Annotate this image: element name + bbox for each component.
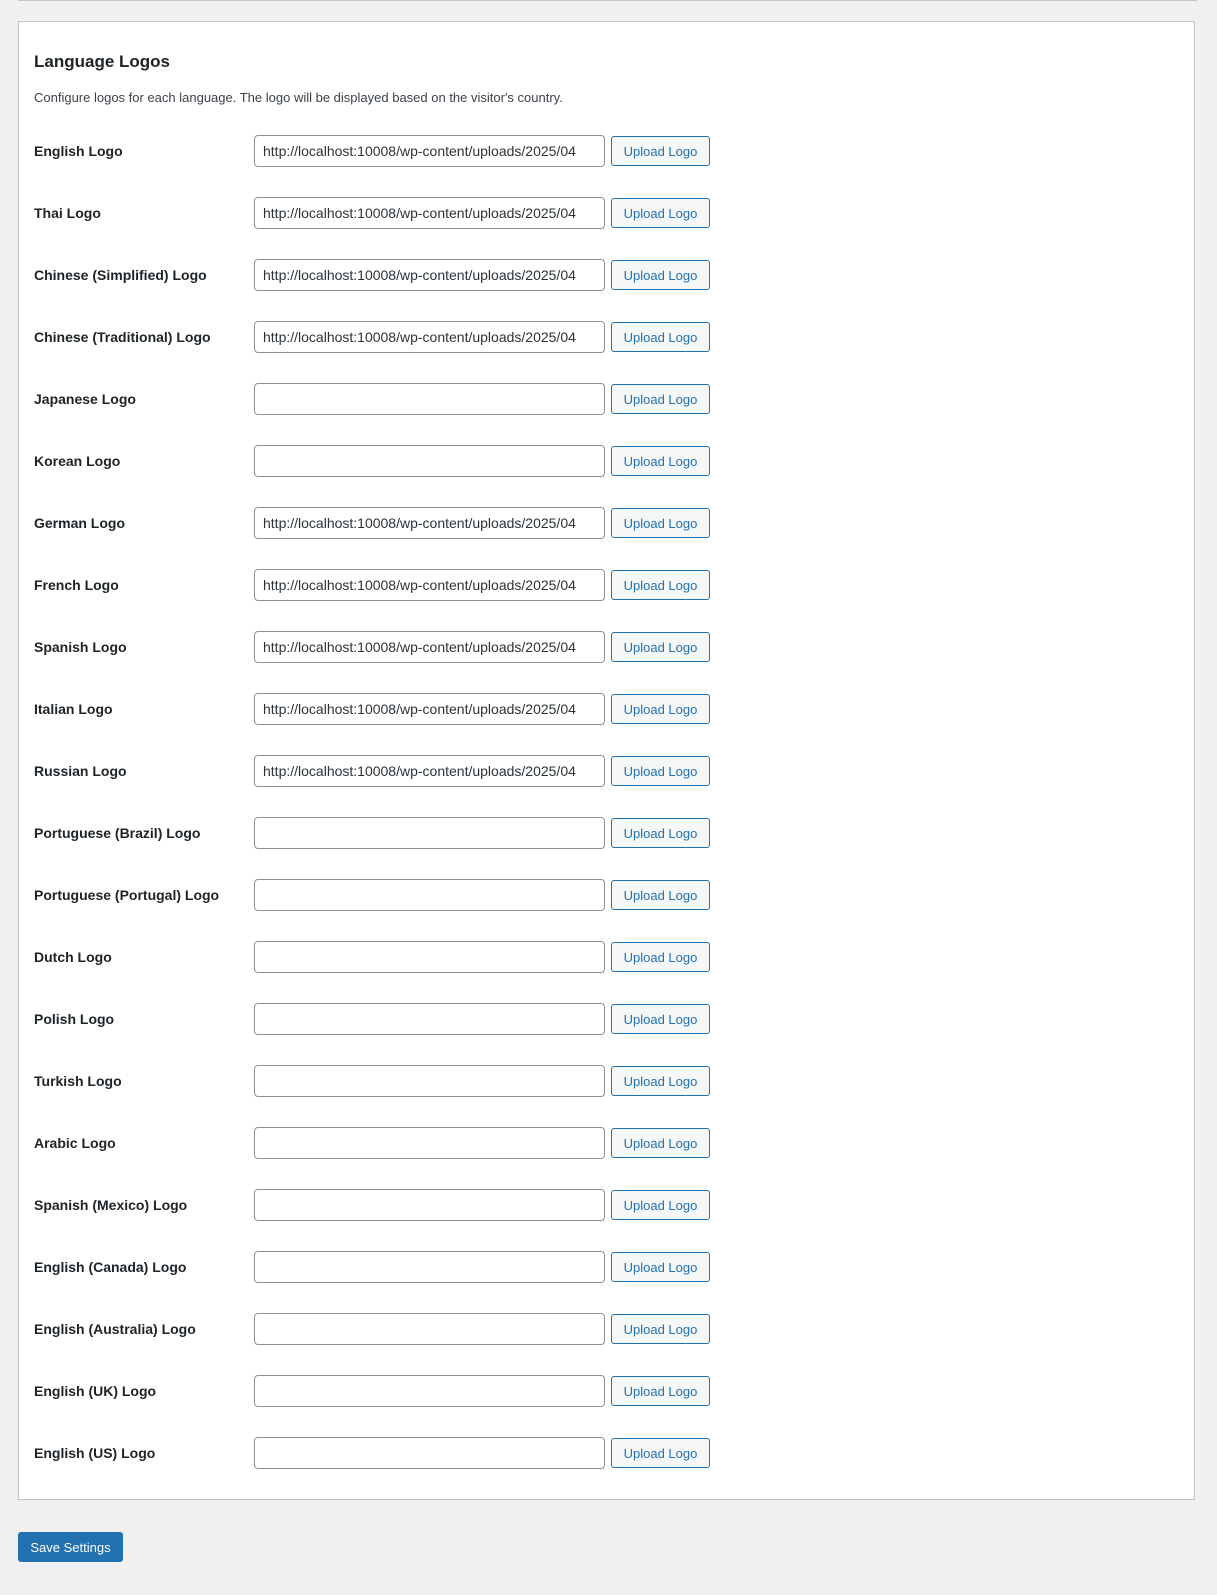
- logo-url-input[interactable]: [254, 1437, 605, 1469]
- upload-logo-button[interactable]: Upload Logo: [611, 198, 710, 228]
- logo-row-japanese-logo: [34, 383, 1174, 445]
- logo-row-label: English Logo: [34, 143, 123, 159]
- logo-url-input[interactable]: [254, 569, 605, 601]
- upload-logo-button[interactable]: Upload Logo: [611, 880, 710, 910]
- logo-row-label: Portuguese (Portugal) Logo: [34, 887, 220, 903]
- logo-row-label: Arabic Logo: [34, 1135, 116, 1151]
- logo-url-input[interactable]: [254, 259, 605, 291]
- upload-logo-button[interactable]: Upload Logo: [611, 1004, 710, 1034]
- logo-row-label: Spanish Logo: [34, 639, 127, 655]
- upload-logo-button[interactable]: Upload Logo: [611, 508, 710, 538]
- logo-row-label: Italian Logo: [34, 701, 113, 717]
- logo-row-english-uk-logo: [34, 1375, 1174, 1437]
- upload-logo-button[interactable]: Upload Logo: [611, 818, 710, 848]
- logo-row-turkish-logo: [34, 1065, 1174, 1127]
- logo-url-input[interactable]: [254, 693, 605, 725]
- logo-row-dutch-logo: [34, 941, 1174, 1003]
- logo-row-label: Korean Logo: [34, 453, 121, 469]
- logo-row-label: Spanish (Mexico) Logo: [34, 1197, 188, 1213]
- upload-logo-button[interactable]: Upload Logo: [611, 1128, 710, 1158]
- logo-url-input[interactable]: [254, 879, 605, 911]
- logo-url-input[interactable]: [254, 1189, 605, 1221]
- logo-url-input[interactable]: [254, 1375, 605, 1407]
- top-divider: [18, 0, 1197, 1]
- logo-url-input[interactable]: [254, 1003, 605, 1035]
- logo-url-input[interactable]: [254, 1127, 605, 1159]
- upload-logo-button[interactable]: Upload Logo: [611, 384, 710, 414]
- logo-row-russian-logo: [34, 755, 1174, 817]
- logo-settings-list: [34, 135, 1174, 1499]
- upload-logo-button[interactable]: Upload Logo: [611, 1376, 710, 1406]
- logo-row-korean-logo: [34, 445, 1174, 507]
- logo-row-label: Thai Logo: [34, 205, 101, 221]
- logo-row-chinese-simplified-logo: [34, 259, 1174, 321]
- logo-url-input[interactable]: [254, 817, 605, 849]
- upload-logo-button[interactable]: Upload Logo: [611, 1314, 710, 1344]
- logo-row-label: English (UK) Logo: [34, 1383, 157, 1399]
- logo-row-label: Polish Logo: [34, 1011, 115, 1027]
- upload-logo-button[interactable]: Upload Logo: [611, 446, 710, 476]
- logo-url-input[interactable]: [254, 755, 605, 787]
- logo-row-french-logo: [34, 569, 1174, 631]
- logo-row-arabic-logo: [34, 1127, 1174, 1189]
- logo-url-input[interactable]: [254, 383, 605, 415]
- logo-row-label: Japanese Logo: [34, 391, 136, 407]
- logo-row-spanish-mexico-logo: [34, 1189, 1174, 1251]
- logo-row-english-us-logo: [34, 1437, 1174, 1499]
- logo-row-label: Chinese (Traditional) Logo: [34, 329, 211, 345]
- logo-row-english-canada-logo: [34, 1251, 1174, 1313]
- logo-url-input[interactable]: [254, 941, 605, 973]
- logo-url-input[interactable]: [254, 1065, 605, 1097]
- save-settings-button[interactable]: Save Settings: [18, 1532, 123, 1562]
- upload-logo-button[interactable]: Upload Logo: [611, 570, 710, 600]
- upload-logo-button[interactable]: Upload Logo: [611, 1066, 710, 1096]
- upload-logo-button[interactable]: Upload Logo: [611, 322, 710, 352]
- logo-row-label: English (US) Logo: [34, 1445, 156, 1461]
- upload-logo-button[interactable]: Upload Logo: [611, 136, 710, 166]
- logo-row-italian-logo: [34, 693, 1174, 755]
- logo-url-input[interactable]: [254, 631, 605, 663]
- logo-url-input[interactable]: [254, 321, 605, 353]
- language-logos-panel: [18, 21, 1195, 1500]
- logo-row-english-logo: [34, 135, 1174, 197]
- logo-row-label: Russian Logo: [34, 763, 127, 779]
- logo-url-input[interactable]: [254, 197, 605, 229]
- panel-description: Configure logos for each language. The logo will be displayed based on the visitor's country.: [34, 90, 563, 105]
- upload-logo-button[interactable]: Upload Logo: [611, 1438, 710, 1468]
- logo-row-portuguese-brazil-logo: [34, 817, 1174, 879]
- logo-url-input[interactable]: [254, 135, 605, 167]
- logo-url-input[interactable]: [254, 507, 605, 539]
- logo-row-label: German Logo: [34, 515, 126, 531]
- logo-row-label: Dutch Logo: [34, 949, 112, 965]
- logo-row-polish-logo: [34, 1003, 1174, 1065]
- upload-logo-button[interactable]: Upload Logo: [611, 694, 710, 724]
- upload-logo-button[interactable]: Upload Logo: [611, 1252, 710, 1282]
- logo-row-label: Portuguese (Brazil) Logo: [34, 825, 201, 841]
- logo-url-input[interactable]: [254, 1313, 605, 1345]
- logo-row-label: Turkish Logo: [34, 1073, 122, 1089]
- upload-logo-button[interactable]: Upload Logo: [611, 942, 710, 972]
- logo-row-label: French Logo: [34, 577, 119, 593]
- upload-logo-button[interactable]: Upload Logo: [611, 260, 710, 290]
- logo-row-german-logo: [34, 507, 1174, 569]
- logo-row-spanish-logo: [34, 631, 1174, 693]
- logo-row-label: English (Australia) Logo: [34, 1321, 196, 1337]
- logo-row-thai-logo: [34, 197, 1174, 259]
- logo-url-input[interactable]: [254, 1251, 605, 1283]
- logo-row-label: Chinese (Simplified) Logo: [34, 267, 207, 283]
- logo-row-label: English (Canada) Logo: [34, 1259, 187, 1275]
- logo-row-portuguese-portugal-logo: [34, 879, 1174, 941]
- logo-url-input[interactable]: [254, 445, 605, 477]
- upload-logo-button[interactable]: Upload Logo: [611, 756, 710, 786]
- panel-title: Language Logos: [34, 52, 170, 71]
- upload-logo-button[interactable]: Upload Logo: [611, 632, 710, 662]
- logo-row-chinese-traditional-logo: [34, 321, 1174, 383]
- logo-row-english-australia-logo: [34, 1313, 1174, 1375]
- upload-logo-button[interactable]: Upload Logo: [611, 1190, 710, 1220]
